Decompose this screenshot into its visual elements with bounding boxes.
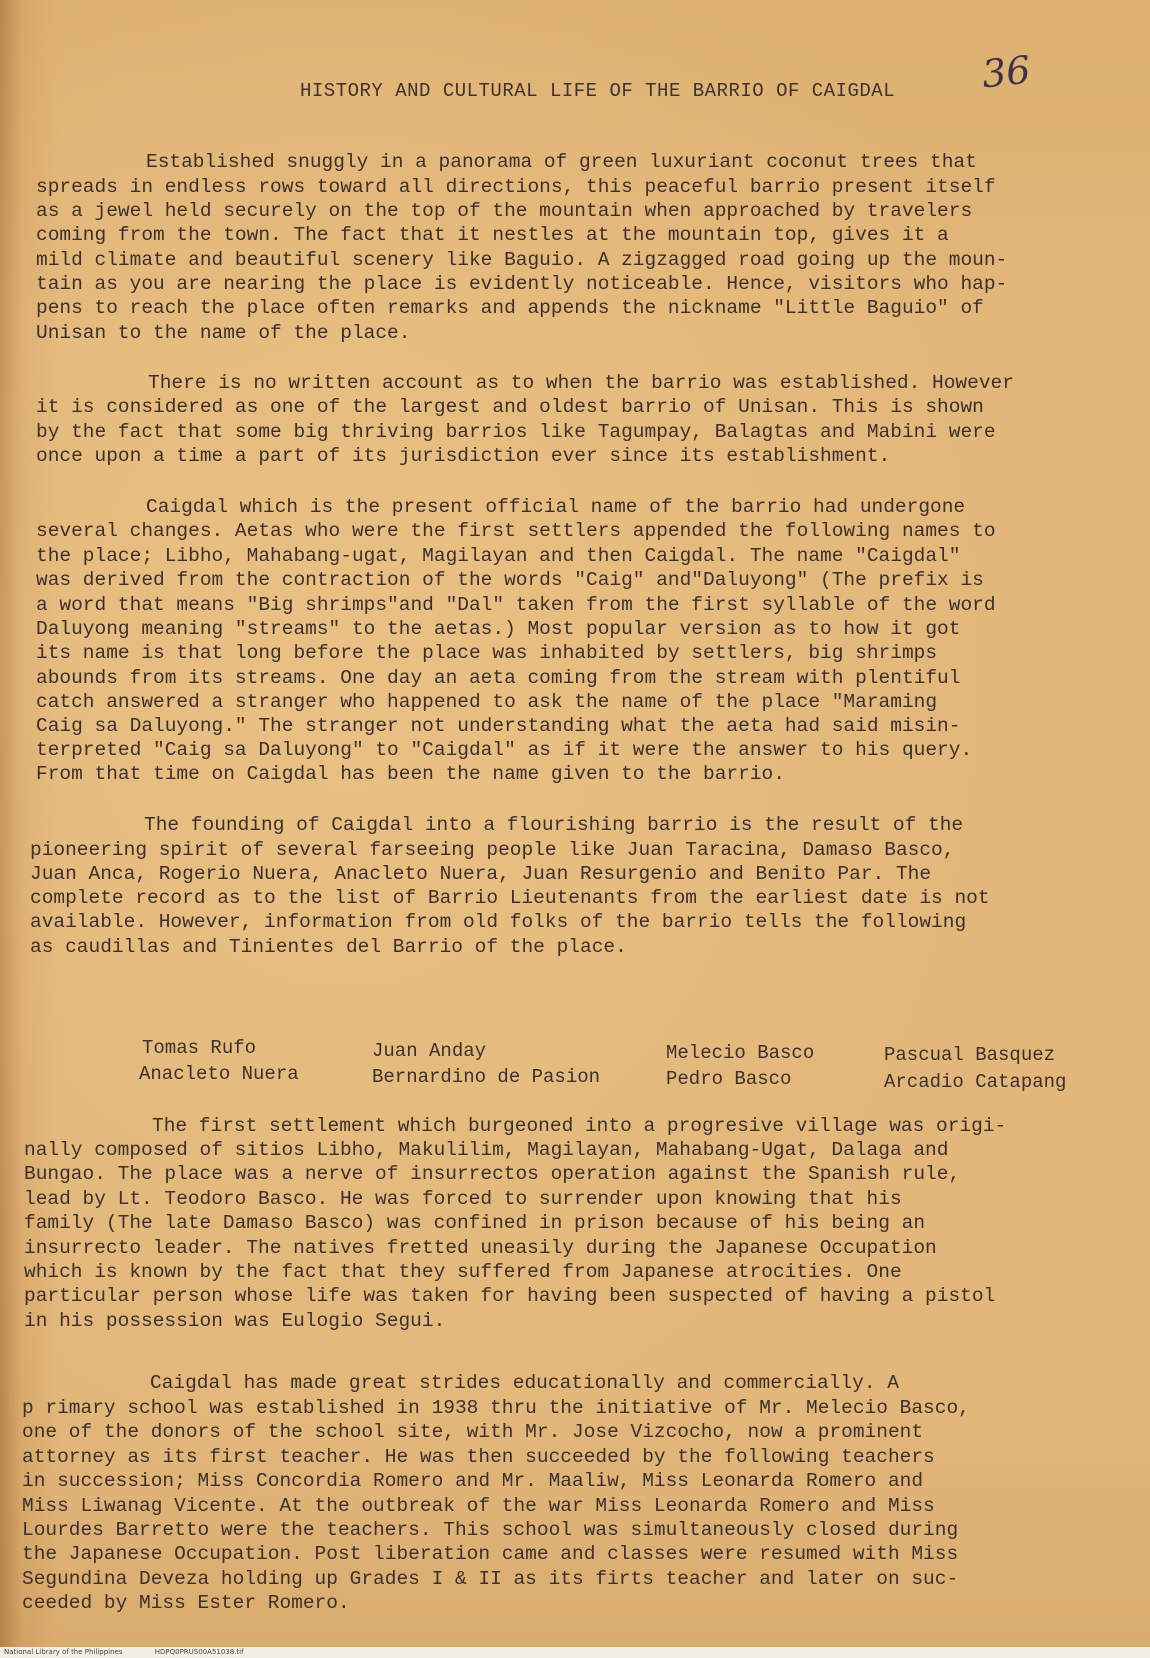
text-line: Caigdal has made great strides educationally and commercially. A xyxy=(150,1372,899,1394)
text-line: family (The late Damaso Basco) was confined in prison because of his being an xyxy=(24,1212,926,1234)
leader-name: Tomas Rufo xyxy=(142,1037,257,1059)
leader-name: Juan Anday xyxy=(372,1040,487,1062)
text-line: as caudillas and Tinientes del Barrio of the place. xyxy=(30,936,627,958)
text-line: once upon a time a part of its jurisdiction ever since its establishment. xyxy=(36,445,891,467)
text-line: Caigdal which is the present official name of the barrio had undergone xyxy=(146,496,966,518)
text-line: a word that means "Big shrimps"and "Dal" taken from the first syllable of the word xyxy=(36,594,996,616)
leader-name: Melecio Basco xyxy=(666,1042,815,1064)
text-line: as a jewel held securely on the top of the mountain when approached by travelers xyxy=(36,200,973,222)
text-line: p rimary school was established in 1938 thru the initiative of Mr. Melecio Basco, xyxy=(22,1397,970,1419)
text-line: in his possession was Eulogio Segui. xyxy=(24,1310,446,1332)
text-line: Miss Liwanag Vicente. At the outbreak of the war Miss Leonarda Romero and Miss xyxy=(22,1495,935,1517)
text-line: spreads in endless rows toward all directions, this peaceful barrio present itself xyxy=(36,176,996,198)
text-line: There is no written account as to when the barrio was established. However xyxy=(148,372,1014,394)
text-line: From that time on Caigdal has been the name given to the barrio. xyxy=(36,763,785,785)
leader-name: Pedro Basco xyxy=(666,1068,792,1090)
text-line: Lourdes Barretto were the teachers. This school was simultaneously closed during xyxy=(22,1519,959,1541)
leader-name: Arcadio Catapang xyxy=(884,1071,1067,1093)
text-line: catch answered a stranger who happened to ask the name of the place "Maraming xyxy=(36,691,938,713)
text-line: tain as you are nearing the place is evidently noticeable. Hence, visitors who hap- xyxy=(36,273,1008,295)
text-line: lead by Lt. Teodoro Basco. He was forced to surrender upon knowing that his xyxy=(24,1188,902,1210)
text-line: the place; Libho, Mahabang-ugat, Magilayan and then Caigdal. The name "Caigdal" xyxy=(36,545,961,567)
text-line: ceeded by Miss Ester Romero. xyxy=(22,1592,350,1614)
text-line: in succession; Miss Concordia Romero and Mr. Maaliw, Miss Leonarda Romero and xyxy=(22,1470,924,1492)
text-line: it is considered as one of the largest and oldest barrio of Unisan. This is shown xyxy=(36,396,984,418)
text-line: abounds from its streams. One day an aeta coming from the stream with plentiful xyxy=(36,667,961,689)
text-line: its name is that long before the place was inhabited by settlers, big shrimps xyxy=(36,642,938,664)
text-line: was derived from the contraction of the words "Caig" and"Daluyong" (The prefix is xyxy=(36,569,984,591)
text-line: mild climate and beautiful scenery like Baguio. A zigzagged road going up the moun- xyxy=(36,249,1008,271)
footer-source: National Library of the Philippines xyxy=(4,1648,123,1656)
text-line: by the fact that some big thriving barrios like Tagumpay, Balagtas and Mabini were xyxy=(36,421,996,443)
text-line: the Japanese Occupation. Post liberation came and classes were resumed with Miss xyxy=(22,1543,959,1565)
text-line: Daluyong meaning "streams" to the aetas.) Most popular version as to how it got xyxy=(36,618,961,640)
text-line: Segundina Deveza holding up Grades I & II as its firts teacher and later on suc- xyxy=(22,1568,959,1590)
text-line: pens to reach the place often remarks and appends the nickname "Little Baguio" of xyxy=(36,297,984,319)
text-line: one of the donors of the school site, with Mr. Jose Vizcocho, now a prominent xyxy=(22,1421,924,1443)
text-line: Unisan to the name of the place. xyxy=(36,322,411,344)
text-line: available. However, information from old folks of the barrio tells the following xyxy=(30,911,967,933)
leader-name: Pascual Basquez xyxy=(884,1044,1056,1066)
text-line: Established snuggly in a panorama of green luxuriant coconut trees that xyxy=(146,151,977,173)
text-line: which is known by the fact that they suffered from Japanese atrocities. One xyxy=(24,1261,902,1283)
text-line: insurrecto leader. The natives fretted uneasily during the Japanese Occupation xyxy=(24,1237,937,1259)
leader-name: Bernardino de Pasion xyxy=(372,1066,601,1088)
text-line: attorney as its first teacher. He was then succeeded by the following teachers xyxy=(22,1446,935,1468)
page-number: 36 xyxy=(979,47,1033,97)
page-title: HISTORY AND CULTURAL LIFE OF THE BARRIO OF CAIGDAL xyxy=(300,80,896,102)
text-line: Caig sa Daluyong." The stranger not understanding what the aeta had said misin- xyxy=(36,715,961,737)
text-line: particular person whose life was taken for having been suspected of having a pistol xyxy=(24,1285,996,1307)
text-line: terpreted "Caig sa Daluyong" to "Caigdal" as if it were the answer to his query. xyxy=(36,739,973,761)
text-line: Juan Anca, Rogerio Nuera, Anacleto Nuera, Juan Resurgenio and Benito Par. The xyxy=(30,863,932,885)
leader-name: Anacleto Nuera xyxy=(139,1063,299,1085)
scan-footer xyxy=(0,1647,1150,1658)
text-line: The founding of Caigdal into a flourishing barrio is the result of the xyxy=(144,814,964,836)
text-line: Bungao. The place was a nerve of insurrectos operation against the Spanish rule, xyxy=(24,1163,961,1185)
text-line: complete record as to the list of Barrio Lieutenants from the earliest date is not xyxy=(30,887,990,909)
text-line: pioneering spirit of several farseeing people like Juan Taracina, Damaso Basco, xyxy=(30,839,955,861)
text-line: nally composed of sitios Libho, Makulilim, Magilayan, Mahabang-Ugat, Dalaga and xyxy=(24,1139,949,1161)
footer-file: HDPQ0PRUS00A51038.tif xyxy=(154,1648,244,1656)
text-line: coming from the town. The fact that it nestles at the mountain top, gives it a xyxy=(36,224,949,246)
text-line: The first settlement which burgeoned into a progresive village was origi- xyxy=(152,1115,1007,1137)
text-line: several changes. Aetas who were the first settlers appended the following names to xyxy=(36,520,996,542)
